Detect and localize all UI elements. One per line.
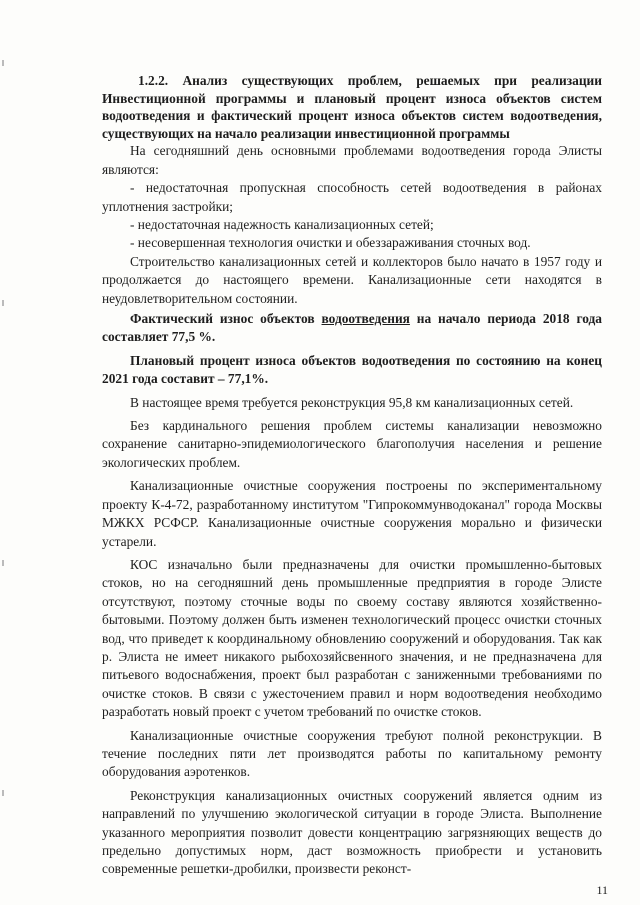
last-paragraph: Реконструкция канализационных очистных сооружений является одним из направлений по улучшению экологической ситуации в городе Элиста. Выполнение указанного мероприятия позволит довести концентрацию загрязняющих веществ до предельно допустимых норм, даст возможность приобрести и установить современные решетки-дробилки, произвести реконст-	[102, 787, 602, 877]
document-body	[102, 72, 602, 879]
problem-item-2: - недостаточная надежность канализационных сетей;	[130, 217, 434, 232]
page-number: 11	[596, 883, 608, 897]
actual-wear-paragraph	[102, 310, 602, 347]
cardinal-solution-paragraph: Без кардинального решения проблем системы канализации невозможно сохранение санитарно-эпидемиологического благополучия населения и решение экологических проблем.	[102, 418, 602, 470]
treatment-plants-paragraph: Канализационные очистные сооружения построены по экспериментальному проекту К-4-72, разработанному институтом "Гипрокоммунводоканал" города Москвы МЖКХ РСФСР. Канализационные очистные сооружения морально и физически устарели.	[102, 478, 602, 549]
kos-paragraph: КОС изначально были предназначены для очистки промышленно-бытовых стоков, но на сегодняшний день промышленные предприятия в городе Элисте отсутствуют, поэтому сточные воды по своему составу являются хозяйственно-бытовыми. Поэтому должен быть изменен технологический процесс очистки сточных вод, что приведет к координальному обновлению сооружений и оборудования. Так как р. Элиста не имеет никакого рыбохозяйсвенного значения, и не предназначена для питьевого водоснабжения, проект был разработан с заниженными требованиями по очистке стоков. В связи с ужесточением правил и норм водоотведения необходимо разработать новый проект с учетом требований по очистке стоков.	[102, 556, 602, 720]
problem-item-1: - недостаточная пропускная способность сетей водоотведения в районах уплотнения застройки;	[102, 180, 602, 214]
scan-edge-mark	[2, 790, 4, 796]
problem-item-3: - несовершенная технология очистки и обеззараживания сточных вод.	[130, 235, 531, 251]
intro-paragraph: На сегодняшний день основными проблемами водоотведения города Элисты являются:	[102, 143, 602, 177]
full-reconstruction-paragraph: Канализационные очистные сооружения требуют полной реконструкции. В течение последних пяти лет производятся работы по капитальному ремонту оборудования аэротенков.	[102, 727, 602, 780]
planned-wear-paragraph: Плановый процент износа объектов водоотведения по состоянию на конец 2021 года составит – 77,1%.	[102, 352, 602, 387]
section-heading: 1.2.2. Анализ существующих проблем, решаемых при реализации Инвестиционной программы и плановый процент износа объектов систем водоотведения и фактический процент износа объектов систем водоотведения, существующих на начало реализации инвестиционной программы	[102, 73, 602, 141]
actual-wear-text-end: на начало периода 2018 года составляет 77,5 %.	[102, 311, 602, 345]
construction-paragraph: Строительство канализационных сетей и коллекторов было начато в 1957 году и продолжается до настоящего времени. Канализационные сети находятся в неудовлетворительном состоянии.	[102, 253, 602, 306]
actual-wear-underlined: водоотведения	[321, 311, 410, 327]
reconstruction-paragraph: В настоящее время требуется реконструкция 95,8 км канализационных сетей.	[130, 394, 574, 410]
scan-edge-mark	[2, 560, 4, 566]
scan-edge-mark	[2, 60, 4, 66]
scan-edge-mark	[2, 300, 4, 306]
actual-wear-text-start: Фактический износ объектов	[130, 311, 322, 327]
